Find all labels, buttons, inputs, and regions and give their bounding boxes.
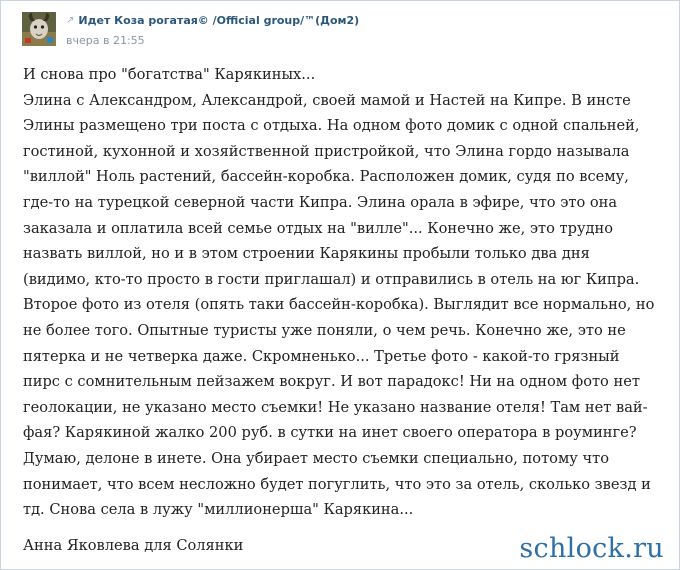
post-text-line: "виллой" Ноль растений, бассейн-коробка. Расположен домик, судя по всему,	[23, 168, 629, 186]
post-text-line: И снова про "богатства" Карякиных...	[23, 66, 316, 83]
post-text-line: пирс с сомнительным пейзажем вокруг. И вот парадокс! Ни на одном фото нет	[23, 373, 640, 391]
post-text-line: Элина с Александром, Александрой, своей мамой и Настей на Кипре. В инсте	[23, 91, 631, 109]
post-text-line: (видимо, кто-то просто в гости приглашал) и отправились в отель на юг Кипра.	[23, 270, 640, 288]
group-name-link[interactable]: Идет Коза рогатая© /Official group/™(Дом2)	[78, 14, 360, 27]
post-timestamp[interactable]: вчера в 21:55	[66, 34, 145, 47]
post-text-line: фая? Карякиной жалко 200 руб. в сутки на инет своего оператора в роуминге?	[23, 424, 637, 442]
post-text	[23, 62, 663, 523]
group-avatar[interactable]	[22, 12, 56, 46]
post-text-line: геолокации, не указано место съемки! Не указано название отеля! Там нет вай-	[23, 398, 648, 416]
post-text-line: не более того. Опытные туристы уже поняли, о чем речь. Конечно же, это не	[23, 321, 626, 339]
post-text-line: гостиной, кухонной и хозяйственной пристройкой, что Элина гордо называла	[23, 142, 630, 160]
post-text-line: пятерка и не четверка даже. Скромненько... Третье фото - какой-то грязный	[23, 347, 620, 365]
post-author-signature: Анна Яковлева для Солянки	[23, 537, 244, 554]
post-text-line: заказала и оплатила всей семье отдых на "вилле"... Конечно же, это трудно	[23, 219, 614, 237]
site-watermark: schlock.ru	[519, 533, 664, 564]
post-text-line: Второе фото из отеля (опять таки бассейн-коробка). Выглядит все нормально, но	[23, 296, 655, 314]
post-text-line: где-то на турецкой северной части Кипра. Элина орала в эфире, что это она	[23, 193, 618, 211]
post-header	[0, 0, 680, 60]
post-text-line: Думаю, делоне в инете. Она убирает место съемки специально, потому что	[23, 449, 610, 467]
post-text-line: тд. Снова села в лужу "миллионерша" Карякина...	[23, 501, 414, 519]
share-arrow-icon: ↗	[66, 15, 75, 26]
post-text-line: назвать виллой, но и в этом строении Карякины пробыли только два дня	[23, 245, 590, 263]
post-text-line: Элины размещено три поста с отдыха. На одном фото домик с одной спальней,	[23, 117, 640, 135]
post-text-line: понимает, что всем несложно будет погуглить, что это за отель, сколько звезд и	[23, 475, 651, 493]
group-title	[66, 14, 359, 28]
goat-avatar-icon	[22, 12, 56, 46]
